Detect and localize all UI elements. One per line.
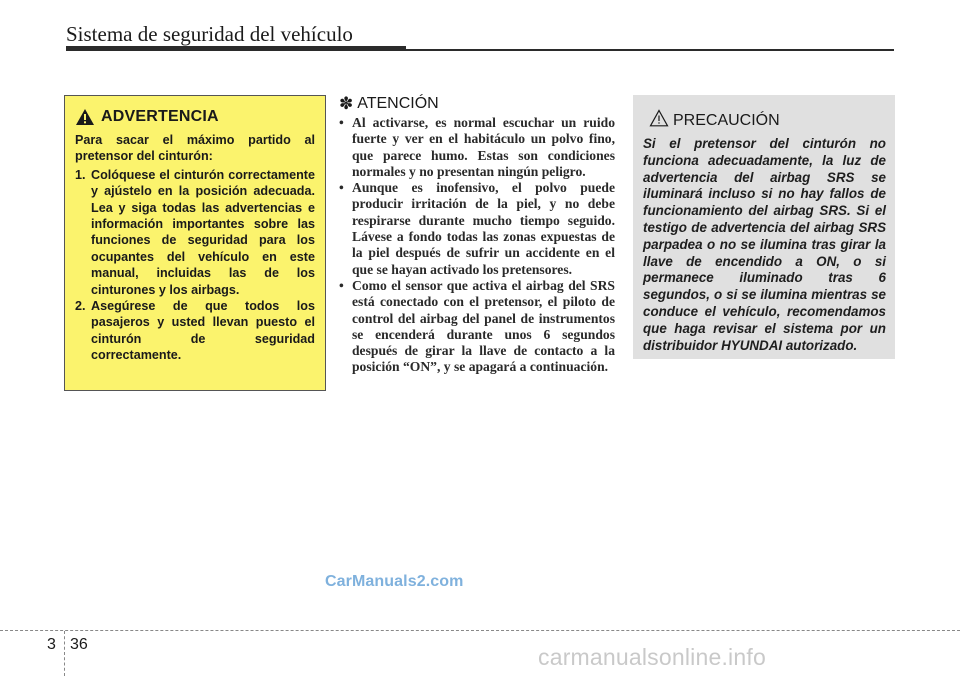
warning-title: ADVERTENCIA xyxy=(101,108,219,125)
note-item-text: Como el sensor que activa el airbag del SRS está conectado con el pretensor, el piloto de control del airbag del panel de instrumentos se encenderá durante unos 6 segundos después de girar la llave de contacto a la posición “ON”, y se apagará a continuación. xyxy=(352,277,615,375)
note-title: ATENCIÓN xyxy=(357,95,439,112)
footer-divider xyxy=(0,630,960,631)
caution-header xyxy=(643,109,886,132)
note-item-text: Al activarse, es normal escuchar un ruido fuerte y ver en el habitáculo un polvo fino, que parece humo. Estas son condiciones normales y no presentan ningún peligro. xyxy=(352,115,615,179)
note-section xyxy=(339,95,615,376)
note-item xyxy=(339,115,615,180)
page-number: 36 xyxy=(70,636,88,653)
asterisk-icon: ✽ xyxy=(339,94,354,113)
warning-item-text: Colóquese el cinturón correctamente y ajústelo en la posición adecuada. Lea y siga todas las advertencias e información importantes sobre las funciones de seguridad para los ocupantes del vehículo en este manual, incluidas las de los cinturones y los airbags. xyxy=(91,167,315,297)
warning-box xyxy=(64,95,326,391)
header-rule-thin xyxy=(406,49,894,51)
watermark-link[interactable]: CarManuals2.com xyxy=(325,573,464,590)
chapter-number: 3 xyxy=(47,636,56,653)
warning-item xyxy=(75,167,315,298)
caution-box xyxy=(633,95,895,359)
note-item xyxy=(339,278,615,376)
warning-intro: Para sacar el máximo partido al pretensor del cinturón: xyxy=(75,133,315,164)
page-number-divider xyxy=(64,631,65,676)
warning-item-number: 2. xyxy=(75,299,86,314)
warning-item-number: 1. xyxy=(75,167,86,182)
note-item xyxy=(339,180,615,278)
warning-item-text: Asegúrese de que todos los pasajeros y usted llevan puesto el cinturón de seguridad correctamente. xyxy=(91,299,315,363)
bullet-icon: • xyxy=(339,115,344,130)
warning-header xyxy=(75,108,315,126)
bullet-icon: • xyxy=(339,180,344,196)
caution-triangle-icon xyxy=(649,109,669,132)
source-watermark: carmanualsonline.info xyxy=(538,644,766,670)
header-rule-thick xyxy=(66,46,406,51)
bullet-icon: • xyxy=(339,277,344,293)
caution-text: Si el pretensor del cinturón no funciona adecuadamente, la luz de advertencia del airbag SRS se iluminará incluso si no hay fallos de funcionamiento del airbag SRS. Si el testigo de advertencia del airbag SRS parpadea o no se ilumina tras girar la llave de encendido a ON, o si permanece iluminado tras 6 segundos, o si se ilumina mientras se conduce el vehículo, recomendamos que haga revisar el sistema por un distribuidor HYUNDAI autorizado. xyxy=(643,136,886,353)
warning-triangle-icon xyxy=(75,108,95,126)
warning-list xyxy=(75,167,315,364)
section-title: Sistema de seguridad del vehículo xyxy=(66,22,353,46)
note-item-text: Aunque es inofensivo, el polvo puede producir irritación de la piel, y no debe respirarse durante mucho tiempo seguido. Lávese a fondo todas las zonas expuestas de la piel después de sufrir un accidente en el que se hayan activado los pretensores. xyxy=(352,180,615,277)
warning-item xyxy=(75,298,315,364)
caution-title: PRECAUCIÓN xyxy=(673,111,780,129)
note-header xyxy=(339,95,615,113)
note-list xyxy=(339,115,615,376)
